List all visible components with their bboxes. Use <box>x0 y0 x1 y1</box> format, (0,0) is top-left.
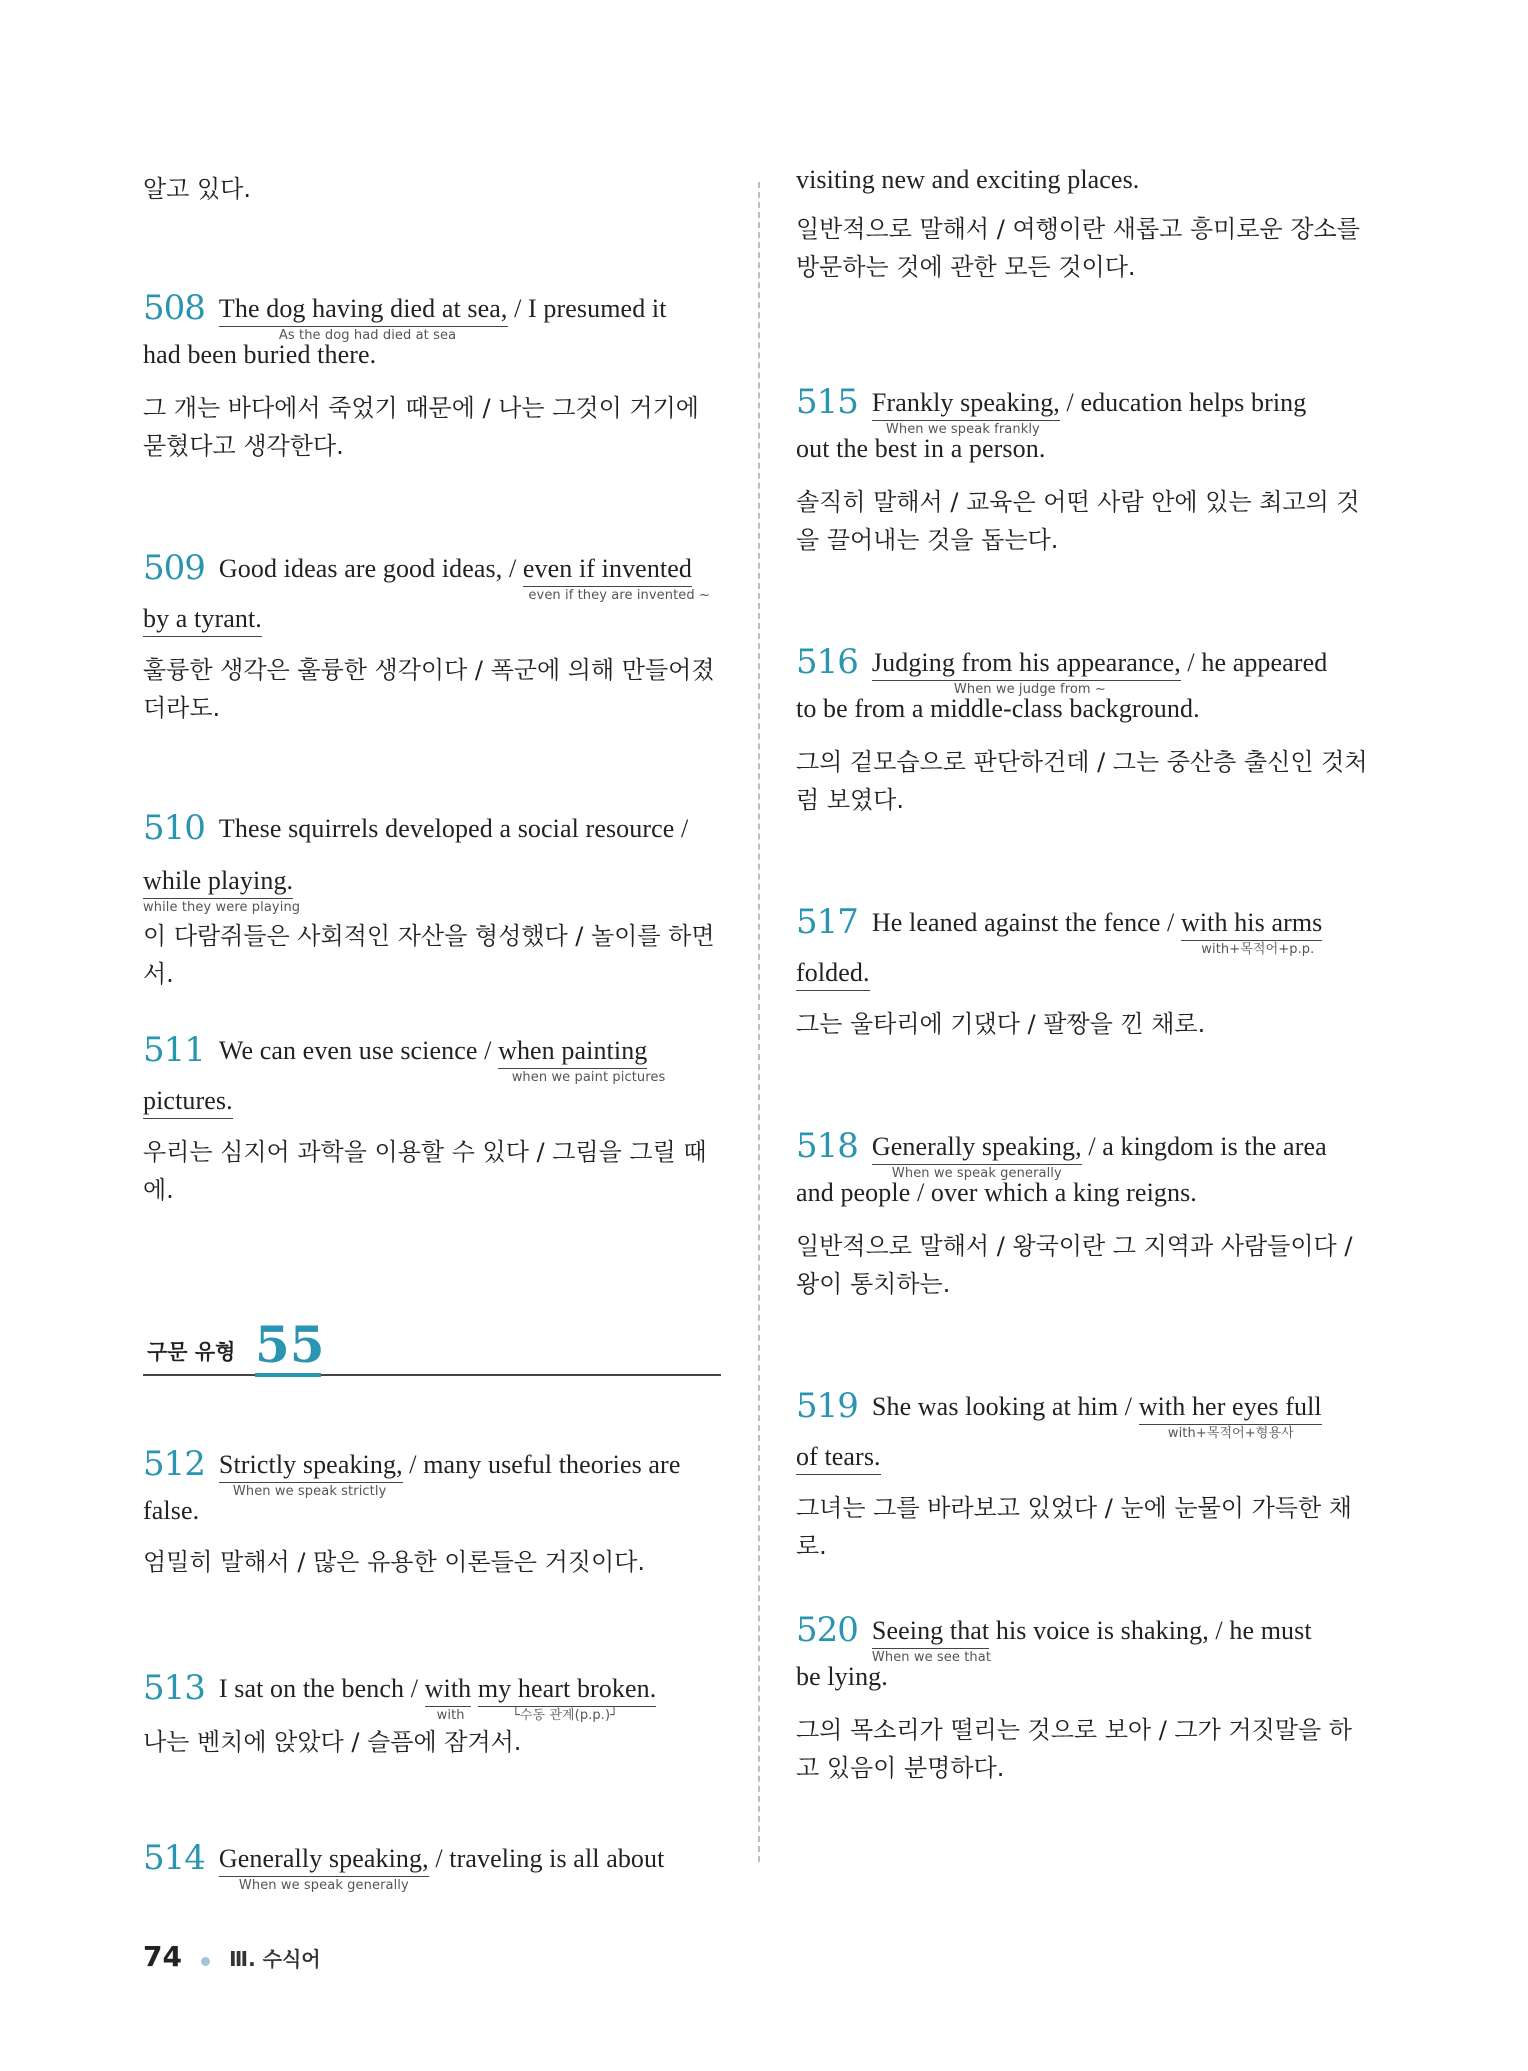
underlined-phrase: even if invented even if they are invented ~ <box>523 552 692 587</box>
page-number: 74 <box>143 1940 182 1973</box>
item-number: 515 <box>796 382 858 422</box>
continuation-514 <box>796 154 1372 286</box>
gloss-note: with+목적어+형용사 <box>1167 1426 1294 1441</box>
example-514 <box>143 1832 721 1893</box>
korean-translation: 그의 겉모습으로 판단하건데 / 그는 중산층 출신인 것처럼 보였다. <box>796 748 1368 814</box>
english-sentence: 510 These squirrels developed a social resource / <box>143 808 689 848</box>
example-511 <box>143 1024 721 1209</box>
korean-translation: 나는 벤치에 앉았다 / 슬픔에 잠겨서. <box>143 1728 522 1756</box>
english-sentence: 508 The dog having died at sea, As the dog had died at sea / I presumed it <box>143 282 721 335</box>
english-sentence: 511 We can even use science / when painting when we paint pictures <box>143 1024 721 1077</box>
continuation-text <box>143 170 721 208</box>
example-518 <box>796 1120 1372 1303</box>
section-number: 55 <box>255 1315 325 1374</box>
example-517 <box>796 896 1372 1043</box>
english-sentence: 519 She was looking at him / with her eyes full with+목적어+형용사 <box>796 1380 1372 1433</box>
gloss-note: When we judge from ~ <box>953 682 1106 697</box>
example-520 <box>796 1604 1372 1787</box>
english-sentence-line2: false. <box>143 1496 200 1525</box>
underlined-phrase: with with <box>425 1672 472 1707</box>
underlined-phrase: with his arms with+목적어+p.p. <box>1181 906 1322 941</box>
gloss-note: with <box>436 1708 465 1723</box>
item-number: 513 <box>143 1668 205 1708</box>
english-sentence-line2: be lying. <box>796 1662 888 1691</box>
item-number: 510 <box>143 808 205 848</box>
gloss-note: while they were playing <box>143 900 301 915</box>
gloss-note: When we speak generally <box>238 1878 409 1893</box>
korean-translation: 그는 울타리에 기댔다 / 팔짱을 낀 채로. <box>796 1010 1206 1038</box>
item-number: 520 <box>796 1610 858 1650</box>
underlined-phrase: The dog having died at sea, As the dog had died at sea <box>219 292 508 327</box>
english-sentence: 517 He leaned against the fence / with his arms with+목적어+p.p. <box>796 896 1372 949</box>
english-sentence-line2: folded. <box>796 947 1372 999</box>
english-sentence: 512 Strictly speaking, When we speak strictly / many useful theories are <box>143 1438 721 1491</box>
gloss-note: When we speak generally <box>891 1166 1062 1181</box>
example-508 <box>143 282 721 465</box>
example-516 <box>796 636 1372 819</box>
underlined-phrase: Generally speaking, When we speak generally <box>219 1842 429 1877</box>
english-sentence-line2: of tears. <box>796 1431 1372 1483</box>
korean-translation: 훌륭한 생각은 훌륭한 생각이다 / 폭군에 의해 만들어졌더라도. <box>143 656 715 722</box>
gloss-note: even if they are invented ~ <box>528 588 710 603</box>
gloss-note: with+목적어+p.p. <box>1201 942 1315 957</box>
underlined-phrase: with her eyes full with+목적어+형용사 <box>1139 1390 1322 1425</box>
gloss-note: when we paint pictures <box>511 1070 666 1085</box>
example-519 <box>796 1380 1372 1565</box>
example-515 <box>796 376 1372 559</box>
underlined-phrase: Judging from his appearance, When we judge from ~ <box>872 646 1181 681</box>
example-510 <box>143 802 721 993</box>
english-sentence: 518 Generally speaking, When we speak generally / a kingdom is the area <box>796 1120 1372 1173</box>
item-number: 508 <box>143 288 205 328</box>
column-divider <box>758 182 760 1862</box>
gloss-note: When we speak strictly <box>232 1484 387 1499</box>
english-sentence: 514 Generally speaking, When we speak generally / traveling is all about <box>143 1832 721 1885</box>
english-sentence-line2: had been buried there. <box>143 340 377 369</box>
korean-translation: 일반적으로 말해서 / 여행이란 새롭고 흥미로운 장소를 방문하는 것에 관한 모든 것이다. <box>796 215 1360 281</box>
underlined-phrase-2: my heart broken. └수동 관계(p.p.)┘ <box>478 1672 656 1707</box>
english-sentence: 520 Seeing that When we see that his voice is shaking, / he must <box>796 1604 1372 1657</box>
english-sentence-line2: to be from a middle-class background. <box>796 694 1200 723</box>
english-sentence-line2: visiting new and exciting places. <box>796 165 1140 194</box>
english-sentence-line2: and people / over which a king reigns. <box>796 1178 1197 1207</box>
example-512 <box>143 1438 721 1581</box>
example-509 <box>143 542 721 727</box>
english-sentence-line2 <box>143 855 721 915</box>
section-header <box>143 1308 721 1374</box>
korean-translation: 그 개는 바다에서 죽었기 때문에 / 나는 그것이 거기에 묻혔다고 생각한다. <box>143 394 699 460</box>
gloss-note: When we see that <box>871 1650 992 1665</box>
section-title: Ⅲ. 수식어 <box>229 1947 321 1971</box>
underlined-phrase: while playing. while they were playing <box>143 864 293 899</box>
item-number: 519 <box>796 1386 858 1426</box>
item-number: 517 <box>796 902 858 942</box>
item-number: 512 <box>143 1444 205 1484</box>
english-sentence: 513 I sat on the bench / with with my heart broken. └수동 관계(p.p.)┘ <box>143 1662 721 1715</box>
korean-translation: 이 다람쥐들은 사회적인 자산을 형성했다 / 놀이를 하면서. <box>143 922 715 988</box>
item-number: 516 <box>796 642 858 682</box>
item-number: 511 <box>143 1030 205 1070</box>
korean-translation: 일반적으로 말해서 / 왕국이란 그 지역과 사람들이다 / 왕이 통치하는. <box>796 1232 1353 1298</box>
english-sentence: 515 Frankly speaking, When we speak frankly / education helps bring <box>796 376 1372 429</box>
underlined-phrase: Seeing that When we see that <box>872 1614 989 1649</box>
korean-translation: 알고 있다. <box>143 175 251 203</box>
english-sentence-line2: pictures. <box>143 1075 721 1127</box>
gloss-note-2: └수동 관계(p.p.)┘ <box>511 1708 619 1723</box>
example-513 <box>143 1662 721 1761</box>
section-rule <box>143 1374 721 1376</box>
section-label: 구문 유형 <box>147 1340 236 1364</box>
english-sentence-line2: out the best in a person. <box>796 434 1046 463</box>
underlined-phrase: Generally speaking, When we speak generally <box>872 1130 1082 1165</box>
english-sentence-line2: by a tyrant. <box>143 593 721 645</box>
underlined-phrase: when painting when we paint pictures <box>498 1034 647 1069</box>
korean-translation: 그녀는 그를 바라보고 있었다 / 눈에 눈물이 가득한 채로. <box>796 1494 1352 1560</box>
gloss-note: As the dog had died at sea <box>278 328 457 343</box>
english-sentence: 516 Judging from his appearance, When we judge from ~ / he appeared <box>796 636 1372 689</box>
english-sentence: 509 Good ideas are good ideas, / even if invented even if they are invented ~ <box>143 542 721 595</box>
underlined-phrase: Strictly speaking, When we speak strictly <box>219 1448 403 1483</box>
gloss-note: When we speak frankly <box>885 422 1040 437</box>
item-number: 514 <box>143 1838 205 1878</box>
section-accent-rule <box>255 1373 321 1377</box>
item-number: 509 <box>143 548 205 588</box>
korean-translation: 엄밀히 말해서 / 많은 유용한 이론들은 거짓이다. <box>143 1548 645 1576</box>
underlined-phrase: Frankly speaking, When we speak frankly <box>872 386 1060 421</box>
korean-translation: 우리는 심지어 과학을 이용할 수 있다 / 그림을 그릴 때에. <box>143 1138 707 1204</box>
page-footer <box>143 1940 321 1973</box>
korean-translation: 그의 목소리가 떨리는 것으로 보아 / 그가 거짓말을 하고 있음이 분명하다. <box>796 1716 1352 1782</box>
bullet-dot-icon <box>201 1957 210 1966</box>
korean-translation: 솔직히 말해서 / 교육은 어떤 사람 안에 있는 최고의 것을 끌어내는 것을 돕는다. <box>796 488 1360 554</box>
item-number: 518 <box>796 1126 858 1166</box>
